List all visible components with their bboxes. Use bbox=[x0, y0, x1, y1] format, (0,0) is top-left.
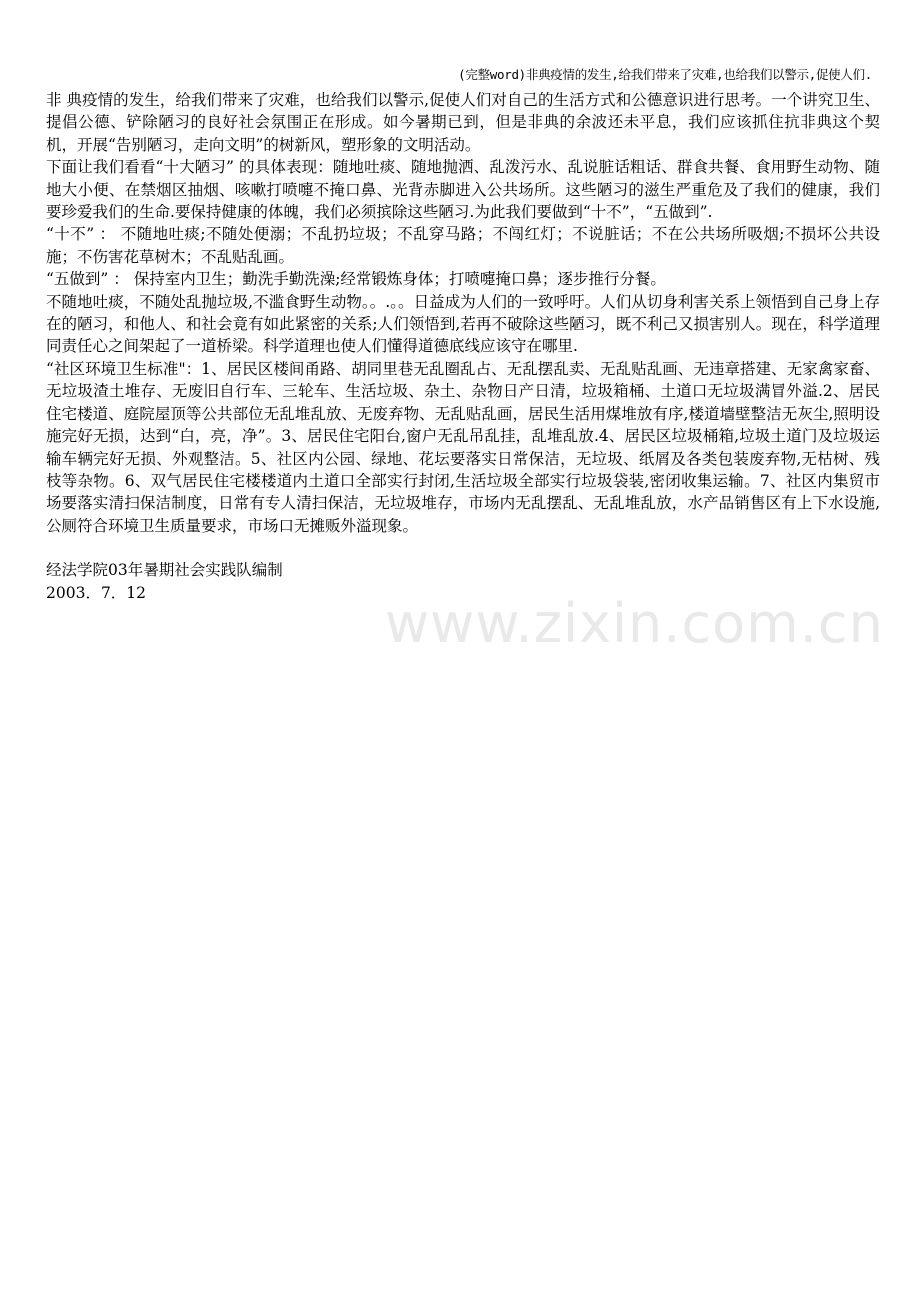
watermark-text: www.zixin.com.cn bbox=[385, 592, 884, 655]
paragraph-community-standards: “社区环境卫生标准"：1、居民区楼间甬路、胡同里巷无乱圈乱占、无乱摆乱卖、无乱贴乱画、无违章搭建、无家禽家畜、无垃圾渣土堆存、无废旧自行车、三轮车、生活垃圾、杂土、杂物日产日清，垃圾箱桶、土道口无垃圾满冒外溢.2、居民住宅楼道、庭院屋顶等公共部位无乱堆乱放、无废弃物、无乱贴乱画，居民生活用煤堆放有序,楼道墙壁整洁无灰尘,照明设施完好无损，达到“白，亮，净”。3、居民住宅阳台,窗户无乱吊乱挂，乱堆乱放.4、居民区垃圾桶箱,垃圾土道门及垃圾运输车辆完好无损、外观整洁。5、社区内公园、绿地、花坛要落实日常保洁，无垃圾、纸屑及各类包装废弃物,无枯树、残枝等杂物。6、双气居民住宅楼楼道内土道口全部实行封闭,生活垃圾全部实行垃圾袋装,密闭收集运输。7、社区内集贸市场要落实清扫保洁制度，日常有专人清扫保洁，无垃圾堆存，市场内无乱摆乱、无乱堆乱放，水产品销售区有上下水设施,公厕符合环境卫生质量要求，市场口无摊贩外溢现象。 bbox=[46, 359, 880, 535]
paragraph-ten-bad-habits: 下面让我们看看“十大陋习” 的具体表现：随地吐痰、随地抛洒、乱泼污水、乱说脏话粗话、群食共餐、食用野生动物、随地大小便、在禁烟区抽烟、咳嗽打喷嚏不掩口鼻、光背赤脚进入公共场所。这些陋习的滋生严重危及了我们的健康，我们要珍爱我们的生命.要保持健康的体魄，我们必须摈除这些陋习.为此我们要做到“十不”，“五做到”. bbox=[46, 158, 880, 222]
blank-line bbox=[46, 537, 880, 559]
paragraph-ten-donts: “十不” ： 不随地吐痰;不随处便溺；不乱扔垃圾；不乱穿马路；不闯红灯；不说脏话；不在公共场所吸烟;不损坏公共设施；不伤害花草树木；不乱贴乱画。 bbox=[46, 225, 880, 266]
running-header: (完整word)非典疫情的发生,给我们带来了灾难,也给我们以警示,促使人们. bbox=[458, 67, 872, 82]
footer-organization: 经法学院03年暑期社会实践队编制 bbox=[46, 561, 283, 580]
document-body bbox=[46, 89, 880, 604]
paragraph-five-dos: “五做到” ： 保持室内卫生；勤洗手勤洗澡;经常锻炼身体；打喷嚏掩口鼻；逐步推行分餐。 bbox=[46, 270, 666, 289]
paragraph-reflection: 不随地吐痰，不随处乱抛垃圾,不滥食野生动物。。.。。日益成为人们的一致呼吁。人们从切身利害关系上领悟到自己身上存在的陋习，和他人、和社会竟有如此紧密的关系;人们领悟到,若再不破除这些陋习，既不利己又损害别人。现在，科学道理同责任心之间架起了一道桥梁。科学道理也使人们懂得道德底线应该守在哪里. bbox=[46, 292, 880, 356]
footer-date: 2003．7．12 bbox=[46, 583, 147, 602]
paragraph-intro: 非 典疫情的发生，给我们带来了灾难，也给我们以警示,促使人们对自己的生活方式和公德意识进行思考。一个讲究卫生、提倡公德、铲除陋习的良好社会氛围正在形成。如今暑期已到，但是非典的余波还未平息，我们应该抓住抗非典这个契机，开展“告别陋习，走向文明”的树新风，塑形象的文明活动。 bbox=[46, 91, 880, 154]
